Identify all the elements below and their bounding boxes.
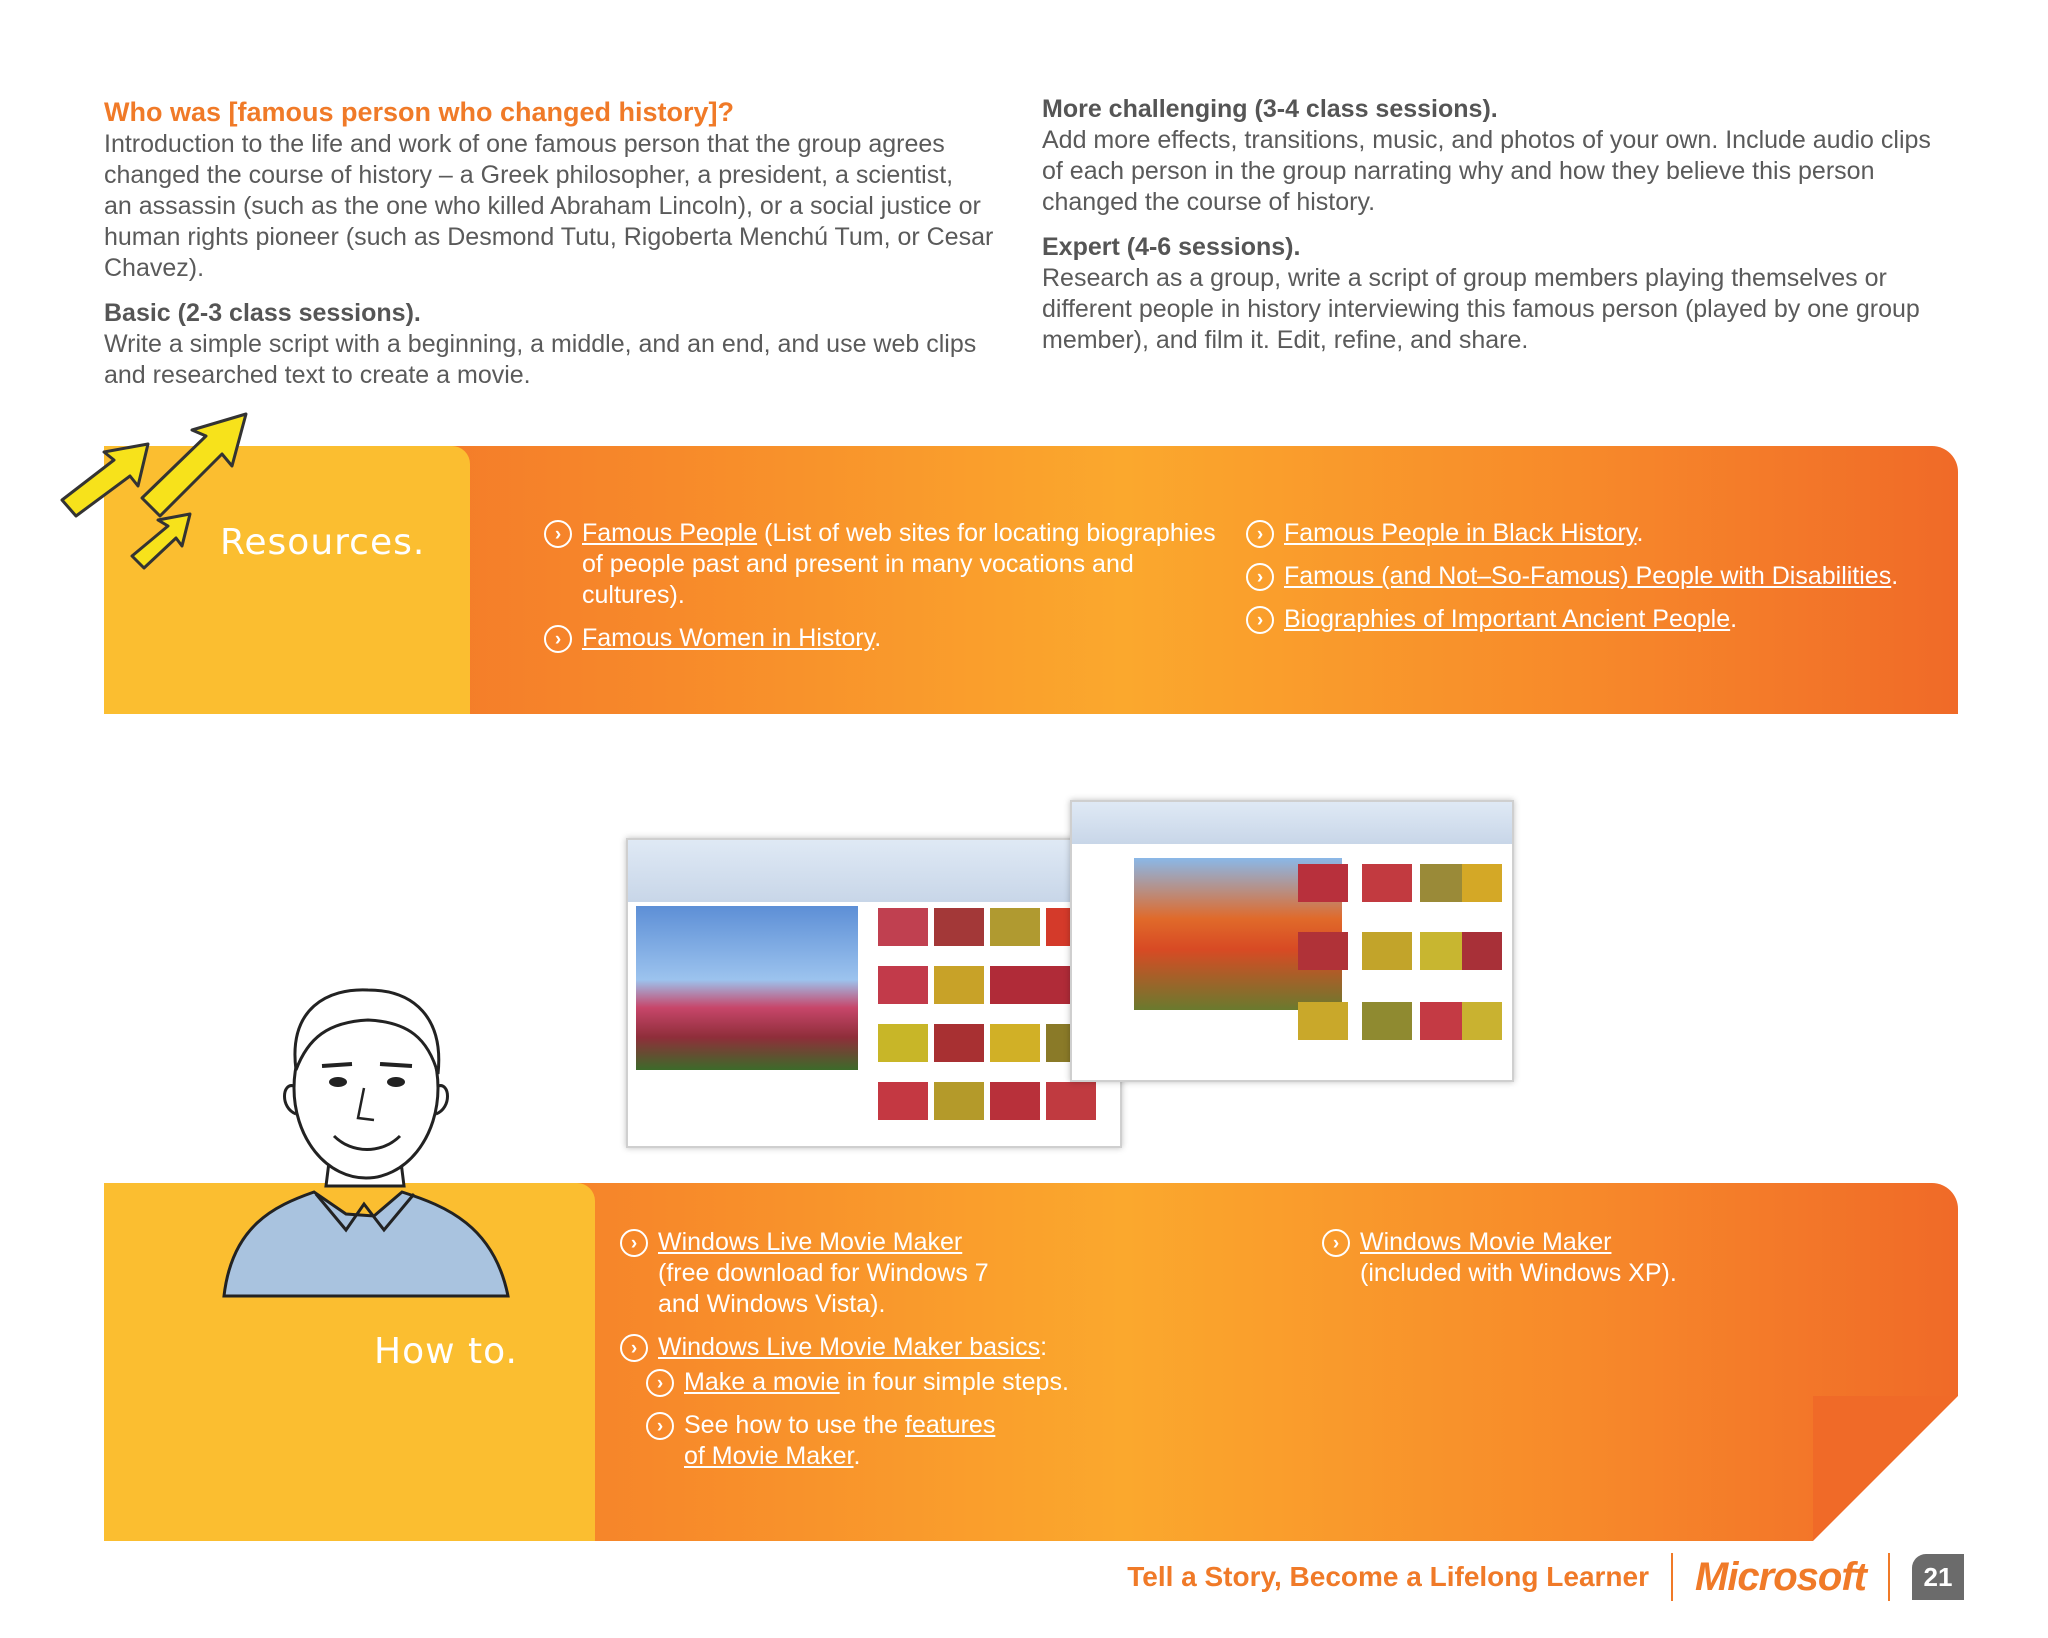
clip-thumbnail — [934, 966, 984, 1004]
page-curl-corner — [1813, 1396, 1958, 1541]
list-item — [544, 623, 1224, 654]
list-item — [646, 1367, 1260, 1398]
features-link[interactable]: features — [904, 1411, 996, 1439]
divider — [1671, 1553, 1673, 1601]
howto-list-right — [1322, 1227, 1882, 1301]
ribbon-toolbar — [1072, 802, 1512, 844]
divider — [1888, 1553, 1890, 1601]
make-movie-text: in four simple steps. — [839, 1368, 1069, 1396]
clip-thumbnail — [990, 908, 1040, 946]
intro-line: Introduction to the life and work of one famous person that the group agrees — [104, 130, 945, 158]
chevron-right-circle-icon: › — [544, 520, 572, 548]
list-item — [1246, 604, 1946, 635]
period-text: . — [853, 1442, 861, 1470]
clip-thumbnail — [1298, 864, 1348, 902]
challenging-title: More challenging (3-4 class sessions). — [1042, 95, 1498, 123]
clip-thumbnail — [990, 1082, 1040, 1120]
list-item — [1322, 1227, 1882, 1289]
expert-line: different people in history interviewing this famous person (played by one group — [1042, 295, 1920, 323]
resources-list-right — [1246, 518, 1946, 647]
chevron-right-circle-icon: › — [1246, 520, 1274, 548]
ancient-people-link[interactable]: Biographies of Important Ancient People — [1284, 605, 1731, 633]
intro-line: an assassin (such as the one who killed Abraham Lincoln), or a social justice or — [104, 192, 981, 220]
right-text-column — [1042, 94, 1982, 370]
resources-band — [104, 446, 1958, 714]
expert-line: member), and film it. Edit, refine, and share. — [1042, 326, 1529, 354]
intro-line: Chavez). — [104, 254, 205, 282]
list-item — [1246, 518, 1946, 549]
challenging-line: Add more effects, transitions, music, and photos of your own. Include audio clips — [1042, 126, 1931, 154]
famous-people-desc: cultures). — [582, 581, 685, 609]
clip-thumbnail — [878, 908, 928, 946]
wlmm-basics-link[interactable]: Windows Live Movie Maker basics — [658, 1333, 1041, 1361]
list-item — [620, 1227, 1260, 1320]
wmm-desc: (included with Windows XP). — [1360, 1259, 1677, 1287]
expert-line: Research as a group, write a script of group members playing themselves or — [1042, 264, 1887, 292]
teacher-portrait-illustration — [218, 978, 514, 1316]
period-text: . — [1730, 605, 1738, 633]
left-text-column — [104, 96, 1009, 405]
list-item — [1246, 561, 1946, 592]
clip-thumbnail — [878, 966, 928, 1004]
clip-thumbnail — [1298, 1002, 1348, 1040]
chevron-right-circle-icon: › — [1246, 606, 1274, 634]
clip-thumbnail — [1362, 932, 1412, 970]
basic-section — [104, 298, 1009, 391]
basic-line: and researched text to create a movie. — [104, 361, 531, 389]
wlmm-link[interactable]: Windows Live Movie Maker — [658, 1228, 963, 1256]
clip-thumbnail — [1362, 864, 1412, 902]
resources-list-left — [544, 518, 1224, 666]
howto-label: How to. — [374, 1331, 518, 1372]
wmm-link[interactable]: Windows Movie Maker — [1360, 1228, 1612, 1256]
challenging-line: changed the course of history. — [1042, 188, 1376, 216]
clip-thumbnail — [990, 1024, 1040, 1062]
clip-thumbnail — [1462, 1002, 1502, 1040]
list-item — [620, 1332, 1260, 1363]
expert-title: Expert (4-6 sessions). — [1042, 233, 1301, 261]
black-history-link[interactable]: Famous People in Black History — [1284, 519, 1637, 547]
make-movie-link[interactable]: Make a movie — [684, 1368, 840, 1396]
wlmm-desc: (free download for Windows 7 — [658, 1259, 989, 1287]
chevron-right-circle-icon: › — [646, 1412, 674, 1440]
challenging-line: of each person in the group narrating why and how they believe this person — [1042, 157, 1875, 185]
famous-people-desc: (List of web sites for locating biographies — [757, 519, 1216, 547]
wlmm-desc: and Windows Vista). — [658, 1290, 886, 1318]
list-item — [646, 1410, 1260, 1472]
famous-women-link[interactable]: Famous Women in History — [582, 624, 875, 652]
movie-maker-screenshot — [1070, 800, 1514, 1082]
basic-line: Write a simple script with a beginning, a middle, and an end, and use web clips — [104, 330, 977, 358]
clip-thumbnail — [878, 1024, 928, 1062]
clip-thumbnail — [878, 1082, 928, 1120]
question-title: Who was [famous person who changed history]? — [104, 97, 735, 127]
ribbon-toolbar — [628, 840, 1120, 902]
intro-line: changed the course of history – a Greek philosopher, a president, a scientist, — [104, 161, 954, 189]
clip-thumbnail — [1298, 932, 1348, 970]
period-text: . — [1891, 562, 1899, 590]
page-number: 21 — [1912, 1554, 1964, 1600]
clip-thumbnail — [934, 1024, 984, 1062]
challenging-section — [1042, 94, 1982, 218]
brand-logo: Microsoft — [1695, 1554, 1866, 1599]
clip-thumbnail — [1046, 1082, 1096, 1120]
list-item — [544, 518, 1224, 611]
intro-line: human rights pioneer (such as Desmond Tutu, Rigoberta Menchú Tum, or Cesar — [104, 223, 994, 251]
page-footer — [1127, 1552, 1964, 1602]
basic-title: Basic (2-3 class sessions). — [104, 299, 421, 327]
famous-people-desc: of people past and present in many vocations and — [582, 550, 1134, 578]
chevron-right-circle-icon: › — [544, 625, 572, 653]
preview-image — [636, 906, 858, 1070]
features-text: See how to use the — [684, 1411, 905, 1439]
clip-thumbnail — [934, 1082, 984, 1120]
clip-thumbnail — [1462, 864, 1502, 902]
clip-thumbnail — [1462, 932, 1502, 970]
clip-thumbnail — [1362, 1002, 1412, 1040]
chevron-right-circle-icon: › — [620, 1229, 648, 1257]
arrow-cluster-icon — [56, 408, 252, 576]
footer-tagline: Tell a Story, Become a Lifelong Learner — [1127, 1561, 1649, 1592]
intro-section — [104, 96, 1009, 284]
features-link[interactable]: of Movie Maker — [684, 1442, 854, 1470]
expert-section — [1042, 232, 1982, 356]
period-text: . — [1636, 519, 1644, 547]
chevron-right-circle-icon: › — [1246, 563, 1274, 591]
clip-thumbnail — [934, 908, 984, 946]
disabilities-link[interactable]: Famous (and Not–So-Famous) People with Disabilities — [1284, 562, 1892, 590]
chevron-right-circle-icon: › — [620, 1334, 648, 1362]
chevron-right-circle-icon: › — [1322, 1229, 1350, 1257]
howto-list-left — [620, 1227, 1260, 1484]
movie-maker-screenshot — [626, 838, 1122, 1148]
chevron-right-circle-icon: › — [646, 1369, 674, 1397]
colon-text: : — [1040, 1333, 1048, 1361]
resources-label: Resources. — [220, 522, 426, 563]
period-text: . — [874, 624, 882, 652]
famous-people-link[interactable]: Famous People — [582, 519, 758, 547]
